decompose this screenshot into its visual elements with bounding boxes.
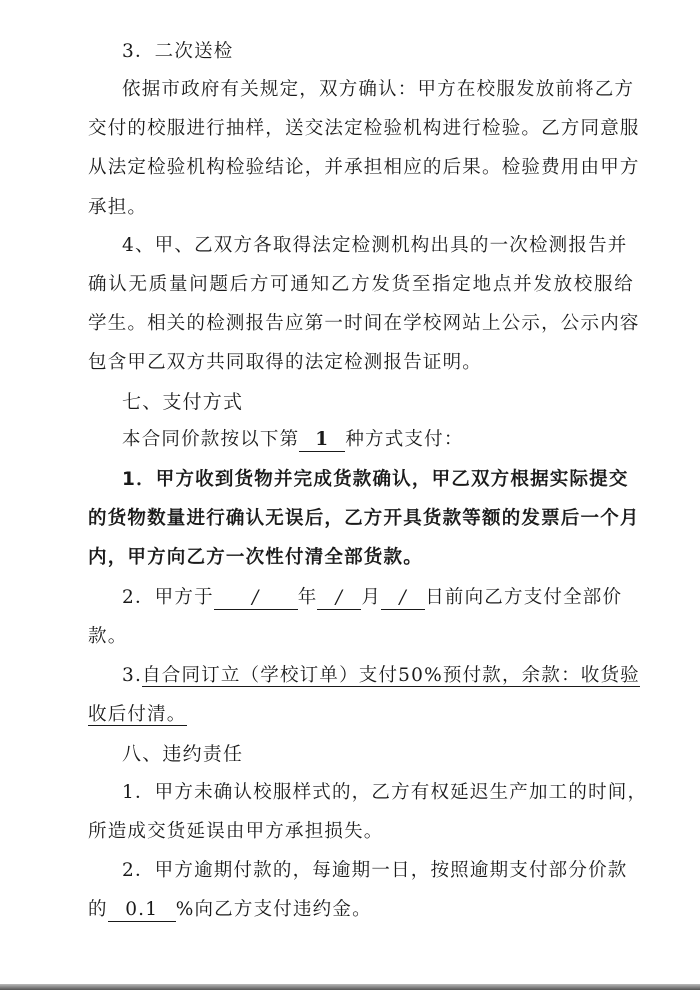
payment-option-3-text: 自合同订立（学校订单）支付50%预付款，余款：收货验 [142, 665, 640, 686]
payment-option-2-suffix: 日前向乙方支付全部价 [425, 587, 623, 608]
payment-intro [122, 428, 634, 452]
payment-heading: 七、支付方式 [122, 391, 244, 413]
payment-intro-suffix: 种方式支付： [345, 429, 464, 450]
payment-option-2-line-1 [122, 586, 634, 610]
breach-item-2-suffix: %向乙方支付违约金。 [175, 899, 372, 920]
section-3-heading: 3．二次送检 [122, 41, 234, 62]
month-label: 月 [361, 587, 382, 608]
payment-option-1-line-1: 1．甲方收到货物并完成货款确认，甲乙双方根据实际提交 [122, 469, 629, 490]
breach-item-1-line-1: 1．甲方未确认校服样式的，乙方有权延迟生产加工的时间， [122, 782, 648, 803]
section-3-line-1: 依据市政府有关规定，双方确认：甲方在校服发放前将乙方 [122, 79, 635, 100]
payment-option-3-text-cont: 收后付清。 [88, 704, 187, 725]
day-blank: / [381, 587, 425, 610]
payment-option-3-line-1 [122, 664, 640, 688]
breach-item-2-line-1: 2．甲方逾期付款的，每逾期一日，按照逾期支付部分价款 [122, 860, 628, 881]
breach-item-2-prefix: 的 [88, 899, 108, 920]
breach-item-1-line-2: 所造成交货延误由甲方承担损失。 [88, 821, 384, 842]
payment-option-2-prefix: 2．甲方于 [122, 587, 214, 608]
breach-item-2-line-2 [88, 898, 634, 922]
penalty-rate-blank: 0.1 [108, 899, 176, 922]
section-4-line-3: 学生。相关的检测报告应第一时间在学校网站上公示，公示内容 [88, 313, 640, 334]
payment-option-3-number: 3. [122, 665, 143, 686]
payment-intro-prefix: 本合同价款按以下第 [122, 429, 300, 450]
payment-option-1-line-3: 内，甲方向乙方一次性付清全部货款。 [88, 547, 423, 568]
payment-option-1-line-2: 的货物数量进行确认无误后，乙方开具货款等额的发票后一个月 [88, 508, 640, 529]
section-3-line-4: 承担。 [88, 197, 148, 218]
section-3-line-2: 交付的校服进行抽样，送交法定检验机构进行检验。乙方同意服 [88, 118, 640, 139]
breach-heading: 八、违约责任 [122, 743, 244, 765]
year-label: 年 [297, 587, 318, 608]
scan-edge [0, 984, 700, 990]
payment-method-number: 1 [299, 429, 345, 452]
payment-option-2-line-2: 款。 [88, 626, 128, 647]
year-blank: / [214, 587, 298, 610]
section-4-line-1: 4、甲、乙双方各取得法定检测机构出具的一次检测报告并 [122, 235, 628, 256]
payment-option-3-line-2 [88, 703, 634, 727]
section-3-line-3: 从法定检验机构检验结论，并承担相应的后果。检验费用由甲方 [88, 157, 640, 178]
month-blank: / [317, 587, 361, 610]
section-4-line-4: 包含甲乙双方共同取得的法定检测报告证明。 [88, 352, 483, 373]
section-4-line-2: 确认无质量问题后方可通知乙方发货至指定地点并发放校服给 [88, 274, 634, 295]
